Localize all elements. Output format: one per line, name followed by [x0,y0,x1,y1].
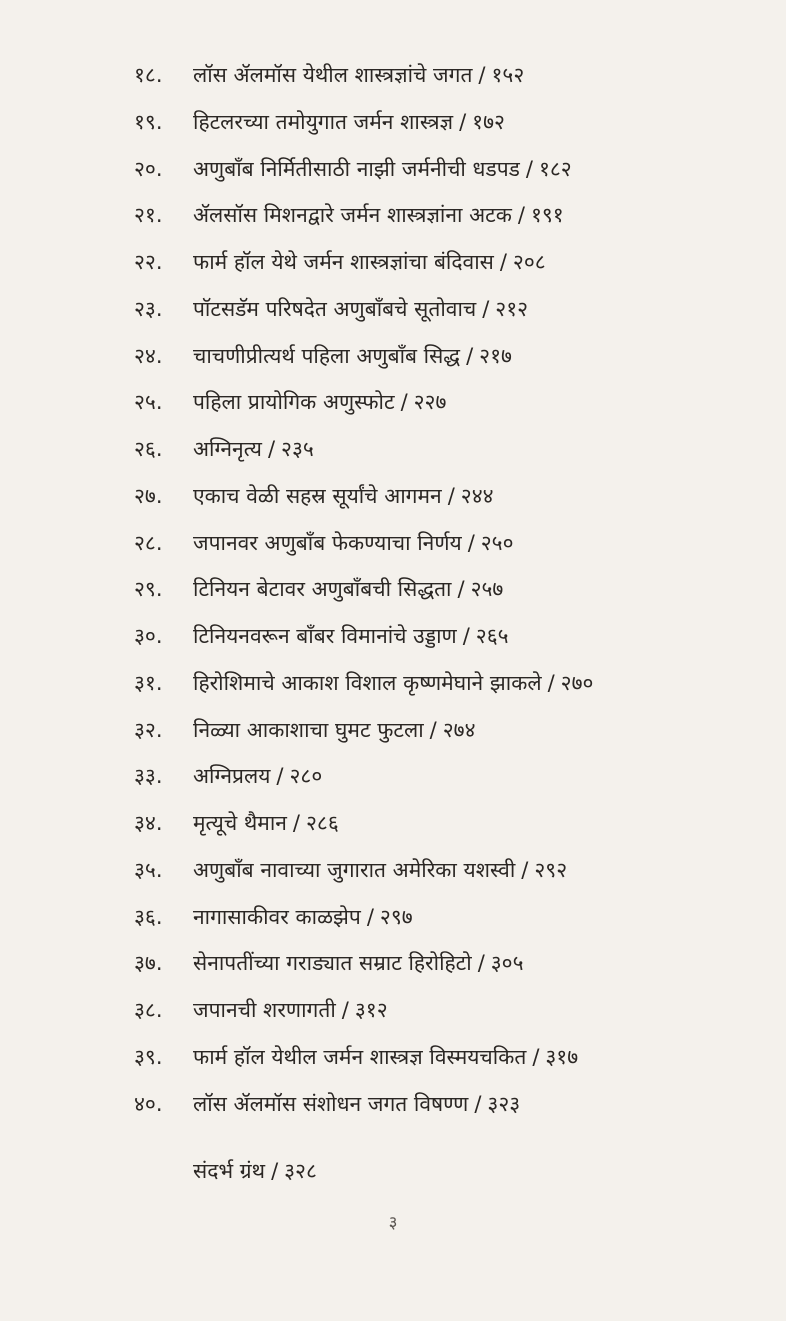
chapter-title-line [193,192,564,238]
chapter-title: निळ्या आकाशाचा घुमट फुटला [193,717,424,742]
toc-entry [0,566,786,613]
chapter-page: २१२ [495,296,529,321]
toc-entry [0,1081,786,1128]
chapter-title: हिटलरच्या तमोयुगात जर्मन शास्त्रज्ञ [193,109,454,134]
references-separator: / [271,1159,279,1183]
chapter-title: अणुबाँब निर्मितीसाठी नाझी जर्मनीची धडपड [193,156,520,181]
chapter-title-line [193,987,388,1033]
toc-entry [0,800,786,847]
chapter-title: लॉस ॲलमॉस येथील शास्त्रज्ञांचे जगत [193,63,473,87]
references-page: ३२८ [284,1159,317,1183]
chapter-title-line [193,379,446,425]
chapter-number: ३१. [134,670,163,695]
chapter-title: हिरोशिमाचे आकाश विशाल कृष्णमेघाने झाकले [193,670,542,695]
chapter-page: ३२३ [487,1091,521,1116]
page-separator: / [499,250,507,274]
toc-entry [0,613,786,660]
page-separator: / [267,437,276,461]
chapter-title: ॲलसॉस मिशनद्वारे जर्मन शास्त्रज्ञांना अटक [193,203,512,228]
chapter-title: अग्निनृत्य [193,437,262,461]
chapter-page: ३१२ [354,998,388,1022]
toc-entry [0,286,786,333]
page-separator: / [400,390,408,415]
chapter-page: २१७ [479,343,512,368]
chapter-title-line [193,613,509,659]
chapter-page: २०८ [512,250,546,274]
chapter-title-line [193,753,322,799]
chapter-page: १७२ [472,109,505,134]
chapter-page: २८० [289,764,323,789]
chapter-page: २८६ [306,811,339,835]
page-separator: / [525,156,533,181]
chapter-page: १९१ [530,203,564,228]
chapter-title-line [193,940,524,986]
chapter-title: अग्निप्रलय [193,764,271,789]
chapter-title: लॉस ॲलमॉस संशोधन जगत विषण्ण [193,1091,469,1116]
chapter-page: ३०५ [490,951,524,976]
chapter-page: २७० [560,670,594,695]
chapter-number: २७. [134,483,163,508]
chapter-title-line [193,800,339,846]
chapter-number: ३९. [134,1044,163,1069]
toc-entry [0,239,786,286]
chapter-number: ३८. [134,998,163,1022]
toc-entry [0,192,786,239]
chapter-number: २१. [134,203,163,228]
toc-entry [0,52,786,99]
chapter-page: १८२ [538,156,572,181]
page-separator: / [467,530,475,555]
chapter-number: २४. [134,343,163,368]
chapter-number: २३. [134,296,163,321]
page-separator: / [478,63,486,87]
chapter-title-line [193,333,512,379]
page-separator: / [466,343,474,368]
chapter-number: २२. [134,250,163,274]
page-separator: / [459,109,467,134]
chapter-title-line [193,707,476,753]
chapter-number: ३२. [134,717,163,742]
chapter-title-line [193,1081,520,1127]
toc-entry [0,473,786,520]
page-separator: / [292,811,300,835]
chapter-title-line [193,660,593,706]
chapter-number: २९. [134,577,163,602]
page-separator: / [447,483,455,508]
chapter-title-line [193,146,572,192]
chapter-title-line [193,894,413,940]
chapter-title: जपानची शरणागती [193,998,336,1022]
chapter-number: ३४. [134,811,163,835]
page-separator: / [462,624,470,648]
chapter-title: सेनापतींच्या गराड्यात सम्राट हिरोहिटो [193,951,472,976]
toc-entry [0,1034,786,1081]
chapter-number: १९. [134,109,163,134]
page-separator: / [457,577,465,602]
page-separator: / [429,717,437,742]
chapter-title-line [193,520,514,566]
chapter-title: नागासाकीवर काळझेप [193,904,361,929]
toc-entry [0,660,786,707]
chapter-number: ३७. [134,951,163,976]
chapter-number: ३६. [134,904,163,929]
page-separator: / [532,1044,540,1069]
chapter-number: १८. [134,63,163,87]
chapter-page: २२७ [413,390,447,415]
chapter-title-line [193,239,546,285]
chapter-page: २४४ [460,483,494,508]
chapter-title: एकाच वेळी सहस्र सूर्यांचे आगमन [193,483,442,508]
toc-entry [0,379,786,426]
toc-entry [0,333,786,380]
page-separator: / [517,203,525,228]
chapter-title-line [193,426,314,472]
chapter-title: मृत्यूचे थैमान [193,811,287,835]
references-entry [193,1148,317,1194]
chapter-title-line [193,566,503,612]
toc-entry [0,520,786,567]
page-separator: / [276,764,284,789]
chapter-number: ३३. [134,764,163,789]
chapter-page: २६५ [475,624,509,648]
toc-entry [0,426,786,473]
chapter-number: ४०. [134,1091,163,1116]
toc-entry [0,940,786,987]
chapter-page: ३१७ [545,1044,579,1069]
chapter-page: २७४ [442,717,476,742]
chapter-page: २३५ [281,437,314,461]
chapter-title-line [193,473,494,519]
toc-entry [0,847,786,894]
chapter-page: १५२ [491,63,525,87]
chapter-title-line [193,99,505,145]
chapter-title: फार्म हॉल येथे जर्मन शास्त्रज्ञांचा बंदिवास [193,250,494,274]
chapter-title: टिनियनवरून बाँबर विमानांचे उड्डाण [193,624,457,648]
chapter-title: टिनियन बेटावर अणुबाँबची सिद्धता [193,577,452,602]
chapter-number: २८. [134,530,163,555]
page-separator: / [474,1091,482,1116]
references-title: संदर्भ ग्रंथ [193,1159,266,1183]
toc-entry [0,99,786,146]
chapter-title-line [193,1034,578,1080]
chapter-page: २५० [480,530,514,555]
chapter-number: २५. [134,390,163,415]
chapter-title: फार्म हॉल येथील जर्मन शास्त्रज्ञ विस्मयचकित [193,1044,527,1069]
toc-entry [0,987,786,1034]
chapter-title-line [193,52,524,98]
chapter-page: २५७ [470,577,504,602]
chapter-page: २९२ [534,857,568,882]
chapter-title-line [193,847,567,893]
page-separator: / [547,670,555,695]
page-separator: / [477,951,485,976]
chapter-title: पॉटसडॅम परिषदेत अणुबाँबचे सूतोवाच [193,296,477,321]
chapter-number: २०. [134,156,163,181]
toc-entry [0,753,786,800]
chapter-number: २६. [134,437,163,461]
page-separator: / [482,296,490,321]
chapter-number: ३०. [134,624,163,648]
toc-entry [0,146,786,193]
table-of-contents [0,52,786,1127]
chapter-title: अणुबाँब नावाच्या जुगारात अमेरिका यशस्वी [193,857,516,882]
page-separator: / [341,998,349,1022]
chapter-title: पहिला प्रायोगिक अणुस्फोट [193,390,395,415]
toc-entry [0,707,786,754]
page-number: ३ [388,1213,398,1233]
chapter-title: जपानवर अणुबाँब फेकण्याचा निर्णय [193,530,462,555]
page-separator: / [521,857,529,882]
chapter-title-line [193,286,528,332]
page-separator: / [366,904,374,929]
chapter-title: चाचणीप्रीत्यर्थ पहिला अणुबाँब सिद्ध [193,343,461,368]
chapter-number: ३५. [134,857,163,882]
toc-entry [0,894,786,941]
chapter-page: २९७ [379,904,413,929]
